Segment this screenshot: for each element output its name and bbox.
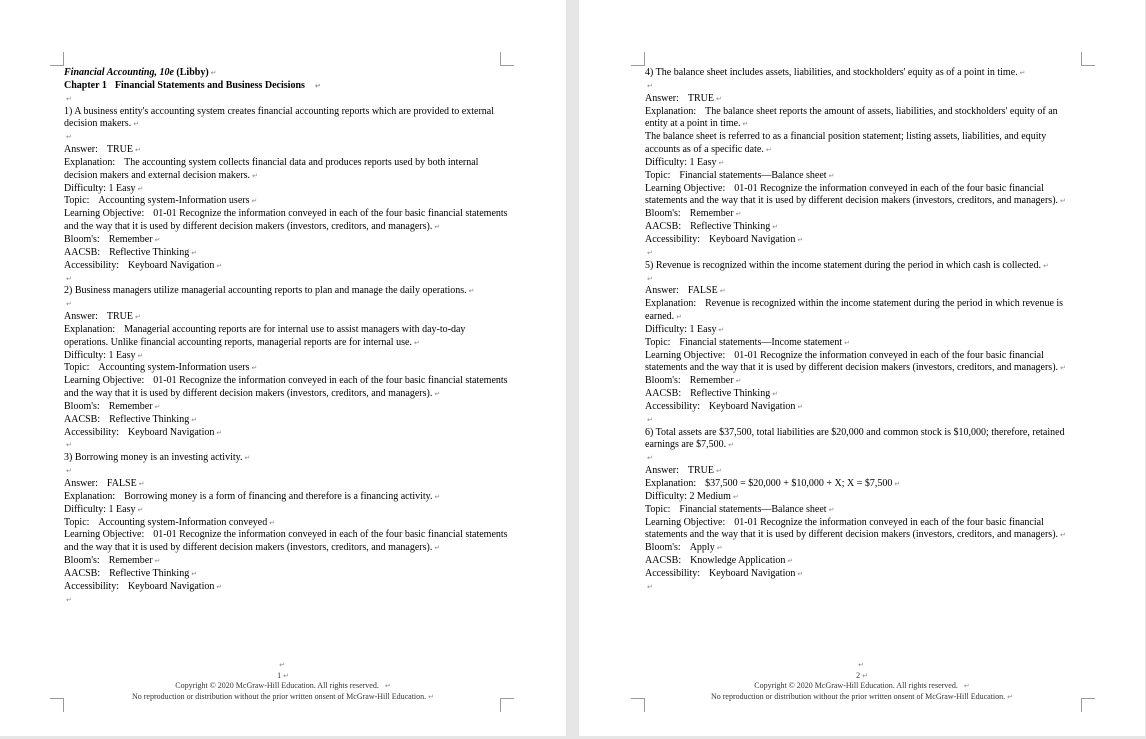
aacsb-line: AACSB: Knowledge Application ↵ xyxy=(645,555,794,567)
aacsb-line: AACSB: Reflective Thinking ↵ xyxy=(645,221,779,233)
chapter-heading: Chapter 1 Financial Statements and Business Decisions ↵ xyxy=(64,79,321,91)
topic-line: Topic: Accounting system-Information users ↵ xyxy=(64,362,258,374)
topic-line: Topic: Financial statements—Balance sheet ↵ xyxy=(645,169,835,181)
answer-line: Answer: TRUE ↵ xyxy=(64,144,141,156)
crop-mark xyxy=(631,52,645,66)
difficulty-line: Difficulty: 1 Easy ↵ xyxy=(64,503,144,515)
accessibility-line: Accessibility: Keyboard Navigation ↵ xyxy=(645,400,804,412)
blooms-line: Bloom's: Remember ↵ xyxy=(645,375,742,387)
chapter-title: Financial Statements and Business Decisions xyxy=(114,79,305,91)
page-number: 1 xyxy=(277,670,282,680)
copyright-text: Copyright © 2020 McGraw-Hill Education. All rights reserved. xyxy=(754,681,958,690)
crop-mark xyxy=(50,52,64,66)
page-footer: ↵ 2 ↵ Copyright © 2020 McGraw-Hill Education. All rights reserved. ↵ No reproduction or distribution without the prior written onsent of McGraw-Hill Education. ↵ xyxy=(710,661,1014,701)
crop-mark xyxy=(1081,52,1095,66)
explanation-line: Explanation: The balance sheet reports the amount of assets, liabilities, and stockholders' equity of an entity at a point in time. ↵ xyxy=(645,105,1058,130)
question-block: 4) The balance sheet includes assets, liabilities, and stockholders' equity as of a point in time. ↵ ↵ Answer: TRUE ↵ Explanation: The balance sheet reports the amount of assets, liabilities, and stockholders' equity of an entity at a point in time. ↵ The balance sheet is referred to as a financial position statement; listing assets, liabilities, and equity accounts as of a specific date. ↵ Difficulty: 1 Easy ↵ Topic: Financial statements—Balance sheet ↵ Learning Objective: 01-01 Recognize the information conveyed in each of the four basic financial statements and the way that it is used by different decision makers (investors, creditors, and managers). ↵ Bloom's: Remember ↵ AACSB: Reflective Thinking ↵ Accessibility: Keyboard Navigation ↵ ↵ xyxy=(645,67,1079,260)
accessibility-line: Accessibility: Keyboard Navigation ↵ xyxy=(645,567,804,579)
question-text: 3) Borrowing money is an investing activity. ↵ xyxy=(64,452,251,464)
explanation-line: Explanation: The accounting system collects financial data and produces reports used by both internal decision makers and external decision makers. ↵ xyxy=(64,156,479,181)
question-block: 1) A business entity's accounting system creates financial accounting reports which are provided to external decision makers. ↵ ↵ Answer: TRUE ↵ Explanation: The accounting system collects financial data and produces reports used by both internal decision makers and external decision makers. ↵ Difficulty: 1 Easy ↵ Topic: Accounting system-Information users ↵ Learning Objective: 01-01 Recognize the information conveyed in each of the four basic financial statements and the way that it is used by different decision makers (investors, creditors, and managers). ↵ Bloom's: Remember ↵ AACSB: Reflective Thinking ↵ Accessibility: Keyboard Navigation ↵ ↵ xyxy=(64,105,508,283)
aacsb-line: AACSB: Reflective Thinking ↵ xyxy=(64,246,198,258)
question-block: 3) Borrowing money is an investing activity. ↵ ↵ Answer: FALSE ↵ Explanation: Borrowing money is a form of financing and therefore is a financing activity. ↵ Difficulty: 1 Easy ↵ Topic: Accounting system-Information conveyed ↵ Learning Objective: 01-01 Recognize the information conveyed in each of the four basic financial statements and the way that it is used by different decision makers (investors, creditors, and managers). ↵ Bloom's: Remember ↵ AACSB: Reflective Thinking ↵ Accessibility: Keyboard Navigation ↵ ↵ xyxy=(64,452,508,604)
aacsb-line: AACSB: Reflective Thinking ↵ xyxy=(645,388,779,400)
document-page-1 xyxy=(0,0,566,736)
answer-value: FALSE xyxy=(106,478,137,489)
book-author: (Libby) xyxy=(173,67,209,78)
answer-line: Answer: TRUE ↵ xyxy=(645,465,722,477)
answer-line: Answer: TRUE ↵ xyxy=(64,311,141,323)
explanation-extra: The balance sheet is referred to as a financial position statement; listing assets, liabilities, and equity accounts as of a specific date. ↵ xyxy=(645,131,1047,156)
document-page-2 xyxy=(579,0,1145,736)
accessibility-line: Accessibility: Keyboard Navigation ↵ xyxy=(64,426,223,438)
answer-line: Answer: TRUE ↵ xyxy=(645,92,722,104)
aacsb-line: AACSB: Reflective Thinking ↵ xyxy=(64,413,198,425)
objective-line: Learning Objective: 01-01 Recognize the information conveyed in each of the four basic financial statements and the way that it is used by different decision makers (investors, creditors, and managers). ↵ xyxy=(64,208,508,233)
objective-line: Learning Objective: 01-01 Recognize the information conveyed in each of the four basic financial statements and the way that it is used by different decision makers (investors, creditors, and managers). ↵ xyxy=(645,182,1066,207)
accessibility-line: Accessibility: Keyboard Navigation ↵ xyxy=(64,580,223,592)
accessibility-line: Accessibility: Keyboard Navigation ↵ xyxy=(64,259,223,271)
question-block: 5) Revenue is recognized within the income statement during the period in which cash is collected. ↵ ↵ Answer: FALSE ↵ Explanation: Revenue is recognized within the income statement during the period in which revenue is earned. ↵ Difficulty: 1 Easy ↵ Topic: Financial statements—Income statement ↵ Learning Objective: 01-01 Recognize the information conveyed in each of the four basic financial statements and the way that it is used by different decision makers (investors, creditors, and managers). ↵ Bloom's: Remember ↵ AACSB: Reflective Thinking ↵ Accessibility: Keyboard Navigation ↵ ↵ xyxy=(645,260,1079,427)
page-footer: ↵ 1 ↵ Copyright © 2020 McGraw-Hill Education. All rights reserved. ↵ No reproduction or distribution without the prior written onsent of McGraw-Hill Education. ↵ xyxy=(131,661,435,701)
copyright-text: Copyright © 2020 McGraw-Hill Education. All rights reserved. xyxy=(175,681,379,690)
objective-line: Learning Objective: 01-01 Recognize the information conveyed in each of the four basic financial statements and the way that it is used by different decision makers (investors, creditors, and managers). ↵ xyxy=(645,516,1066,541)
question-text: 2) Business managers utilize managerial accounting reports to plan and manage the daily operations. ↵ xyxy=(64,285,475,297)
reproduction-notice: No reproduction or distribution without the prior written onsent of McGraw-Hill Education. xyxy=(710,691,1006,701)
explanation-line: Explanation: Managerial accounting reports are for internal use to assist managers with day-to-day operations. Unlike financial accounting reports, managerial reports are for internal use. ↵ xyxy=(64,323,466,348)
question-block: 2) Business managers utilize managerial accounting reports to plan and manage the daily operations. ↵ ↵ Answer: TRUE ↵ Explanation: Managerial accounting reports are for internal use to assist managers with day-to-day operations. Unlike financial accounting reports, managerial reports are for internal use. ↵ Difficulty: 1 Easy ↵ Topic: Accounting system-Information users ↵ Learning Objective: 01-01 Recognize the information conveyed in each of the four basic financial statements and the way that it is used by different decision makers (investors, creditors, and managers). ↵ Bloom's: Remember ↵ AACSB: Reflective Thinking ↵ Accessibility: Keyboard Navigation ↵ ↵ xyxy=(64,285,508,450)
question-text: 1) A business entity's accounting system creates financial accounting reports which are provided to external decision makers. ↵ xyxy=(64,105,495,130)
answer-line: Answer: FALSE ↵ xyxy=(645,285,726,297)
answer-value: TRUE xyxy=(687,465,714,477)
difficulty-line: Difficulty: 2 Medium ↵ xyxy=(645,490,739,502)
reproduction-notice: No reproduction or distribution without the prior written onsent of McGraw-Hill Education. xyxy=(131,691,427,701)
question-text: 4) The balance sheet includes assets, liabilities, and stockholders' equity as of a point in time. ↵ xyxy=(645,67,1026,78)
answer-value: FALSE xyxy=(687,285,718,297)
aacsb-line: AACSB: Reflective Thinking ↵ xyxy=(64,567,198,579)
book-title-line: Financial Accounting, 10e (Libby) ↵ xyxy=(64,67,217,78)
page-body[interactable]: Financial Accounting, 10e (Libby) ↵ Chapter 1 Financial Statements and Business Decisions ↵ ↵ 1) A business entity's accounting system creates financial accounting reports which are provided to external decision makers. ↵ ↵ Answer: TRUE ↵ Explanation: The accounting system collects financial data and produces reports used by both internal decision makers and external decision makers. ↵ Difficulty: 1 Easy ↵ Topic: Accounting system-Information users ↵ Learning Objective: 01-01 Recognize the information conveyed in each of the four basic financial statements and the way that it is used by different decision makers (investors, creditors, and managers). ↵ Bloom's: Remember ↵ AACSB: Reflective Thinking ↵ Accessibility: Keyboard Navigation ↵ ↵ 2) Business managers utilize managerial accounting reports to plan and manage the daily operations. ↵ ↵ Answer: TRUE ↵ Explanation: Managerial accounting reports are for internal use to assist managers with day-to-day operations. Unlike financial accounting reports, managerial reports are for internal use. ↵ Difficulty: 1 Easy ↵ Topic: Accounting system-Information users ↵ Learning Objective: 01-01 Recognize the information conveyed in each of the four basic financial statements and the way that it is used by different decision makers (investors, creditors, and managers). ↵ Bloom's: Remember ↵ AACSB: Reflective Thinking ↵ Accessibility: Keyboard Navigation ↵ ↵ 3) Borrowing money is an investing activity. ↵ ↵ Answer: FALSE ↵ Explanation: Borrowing money is a form of financing and therefore is a financing activity. ↵ Difficulty: 1 Easy ↵ Topic: Accounting system-Information conveyed ↵ Learning Objective: 01-01 Recognize the information conveyed in each of the four basic financial statements and the way that it is used by different decision makers (investors, creditors, and managers). ↵ Bloom's: Remember ↵ AACSB: Reflective Thinking ↵ Accessibility: Keyboard Navigation ↵ ↵ xyxy=(64,67,508,606)
answer-value: TRUE xyxy=(687,92,714,104)
book-title: Financial Accounting, 10e xyxy=(64,67,174,78)
explanation-line: Explanation: Revenue is recognized within the income statement during the period in which revenue is earned. ↵ xyxy=(645,298,1064,323)
chapter-number: Chapter 1 xyxy=(64,79,107,91)
blooms-line: Bloom's: Remember ↵ xyxy=(64,400,161,412)
blooms-line: Bloom's: Remember ↵ xyxy=(64,555,161,567)
difficulty-line: Difficulty: 1 Easy ↵ xyxy=(645,323,725,335)
blooms-line: Bloom's: Remember ↵ xyxy=(64,233,161,245)
page-number: 2 xyxy=(856,670,861,680)
objective-line: Learning Objective: 01-01 Recognize the information conveyed in each of the four basic financial statements and the way that it is used by different decision makers (investors, creditors, and managers). ↵ xyxy=(64,529,508,554)
difficulty-line: Difficulty: 1 Easy ↵ xyxy=(64,349,144,361)
question-text: 5) Revenue is recognized within the income statement during the period in which cash is collected. ↵ xyxy=(645,259,1049,271)
question-block: 6) Total assets are $37,500, total liabilities are $20,000 and common stock is $10,000; therefore, retained earnings are $7,500. ↵ ↵ Answer: TRUE ↵ Explanation: $37,500 = $20,000 + $10,000 + X; X = $7,500 ↵ Difficulty: 2 Medium ↵ Topic: Financial statements—Balance sheet ↵ Learning Objective: 01-01 Recognize the information conveyed in each of the four basic financial statements and the way that it is used by different decision makers (investors, creditors, and managers). ↵ Bloom's: Apply ↵ AACSB: Knowledge Application ↵ Accessibility: Keyboard Navigation ↵ ↵ xyxy=(645,427,1079,594)
topic-line: Topic: Accounting system-Information conveyed ↵ xyxy=(64,516,276,528)
answer-value: TRUE xyxy=(106,311,133,323)
blooms-line: Bloom's: Apply ↵ xyxy=(645,542,723,554)
page-body[interactable] xyxy=(645,67,1079,594)
answer-value: TRUE xyxy=(106,144,133,156)
answer-line: Answer: FALSE ↵ xyxy=(64,478,145,489)
explanation-line: Explanation: Borrowing money is a form of financing and therefore is a financing activity. ↵ xyxy=(64,490,441,502)
explanation-line: Explanation: $37,500 = $20,000 + $10,000 + X; X = $7,500 ↵ xyxy=(645,478,901,489)
difficulty-line: Difficulty: 1 Easy ↵ xyxy=(645,156,725,168)
accessibility-line: Accessibility: Keyboard Navigation ↵ xyxy=(645,233,804,245)
topic-line: Topic: Accounting system-Information users ↵ xyxy=(64,195,258,207)
objective-line: Learning Objective: 01-01 Recognize the information conveyed in each of the four basic financial statements and the way that it is used by different decision makers (investors, creditors, and managers). ↵ xyxy=(645,349,1066,374)
topic-line: Topic: Financial statements—Balance sheet ↵ xyxy=(645,503,835,515)
difficulty-line: Difficulty: 1 Easy ↵ xyxy=(64,182,144,194)
objective-line: Learning Objective: 01-01 Recognize the information conveyed in each of the four basic financial statements and the way that it is used by different decision makers (investors, creditors, and managers). ↵ xyxy=(64,375,508,400)
blooms-line: Bloom's: Remember ↵ xyxy=(645,208,742,220)
question-text: 6) Total assets are $37,500, total liabilities are $20,000 and common stock is $10,000; therefore, retained earnings are $7,500. ↵ xyxy=(645,426,1065,451)
crop-mark xyxy=(500,52,514,66)
topic-line: Topic: Financial statements—Income statement ↵ xyxy=(645,336,851,348)
